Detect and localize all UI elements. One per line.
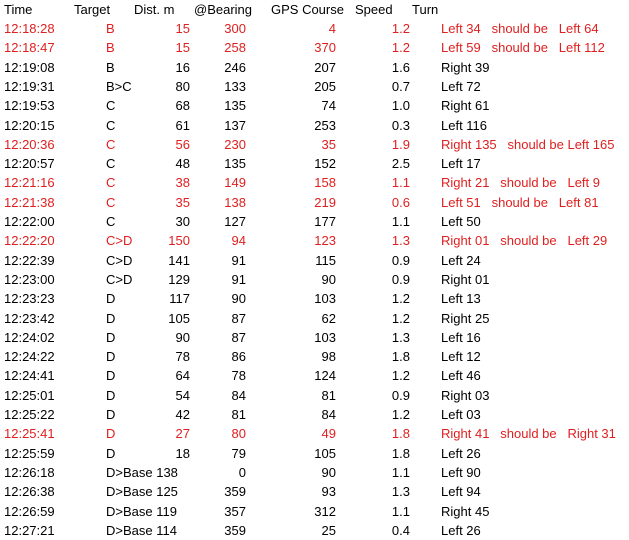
cell-target: B>C bbox=[106, 78, 132, 94]
cell-bearing: 127 bbox=[224, 214, 246, 229]
table-row bbox=[0, 521, 629, 540]
cell-turn: Left 94 bbox=[441, 484, 481, 500]
cell-gps-course: 123 bbox=[314, 233, 336, 249]
table-row bbox=[0, 482, 629, 501]
table-row bbox=[0, 502, 629, 521]
cell-target: D bbox=[106, 426, 116, 442]
cell-time: 12:18:47 bbox=[4, 40, 55, 56]
table-row bbox=[0, 309, 629, 328]
table-row bbox=[0, 444, 629, 463]
header-gps-course: GPS Course bbox=[271, 2, 344, 17]
cell-speed: 1.1 bbox=[391, 464, 410, 480]
cell-gps-course: 74 bbox=[321, 98, 336, 114]
cell-gps-course: 312 bbox=[314, 503, 336, 519]
cell-target: D>Base 119 bbox=[106, 503, 177, 519]
cell-turn: Left 59 should be Left 112 bbox=[441, 40, 605, 56]
cell-gps-course: 93 bbox=[321, 484, 336, 500]
cell-turn: Left 24 bbox=[441, 252, 481, 268]
cell-turn: Left 90 bbox=[441, 464, 481, 480]
cell-time: 12:18:28 bbox=[4, 21, 55, 36]
cell-bearing: 79 bbox=[231, 445, 246, 461]
cell-turn: Left 26 bbox=[441, 522, 481, 538]
table-row bbox=[0, 77, 629, 96]
cell-time: 12:26:38 bbox=[4, 484, 55, 500]
cell-bearing: 91 bbox=[231, 271, 246, 287]
cell-speed: 1.3 bbox=[391, 233, 410, 249]
header-speed: Speed bbox=[355, 2, 393, 17]
cell-gps-course: 90 bbox=[321, 271, 336, 287]
cell-speed: 1.0 bbox=[391, 98, 410, 114]
cell-gps-course: 177 bbox=[314, 214, 336, 229]
table-row-flagged bbox=[0, 424, 629, 443]
cell-dist: 18 bbox=[175, 445, 190, 461]
cell-bearing: 359 bbox=[224, 522, 246, 538]
cell-turn: Right 03 bbox=[441, 387, 490, 403]
cell-speed: 1.2 bbox=[391, 291, 410, 307]
table-row bbox=[0, 212, 629, 231]
cell-speed: 1.2 bbox=[391, 368, 410, 384]
cell-time: 12:22:39 bbox=[4, 252, 55, 268]
table-row bbox=[0, 251, 629, 270]
cell-dist: 16 bbox=[175, 59, 190, 75]
cell-time: 12:25:59 bbox=[4, 445, 55, 461]
cell-bearing: 246 bbox=[224, 59, 246, 75]
cell-speed: 0.7 bbox=[391, 78, 410, 94]
cell-speed: 1.2 bbox=[391, 407, 410, 422]
cell-turn: Left 16 bbox=[441, 329, 481, 345]
cell-turn: Left 116 bbox=[441, 117, 488, 133]
cell-turn: Right 01 should be Left 29 bbox=[441, 233, 608, 249]
table-row-flagged bbox=[0, 173, 629, 192]
cell-dist: 117 bbox=[169, 291, 190, 307]
cell-time: 12:19:53 bbox=[4, 98, 55, 114]
cell-dist: 56 bbox=[175, 136, 190, 152]
cell-dist: 15 bbox=[175, 21, 190, 36]
cell-target: B bbox=[106, 59, 115, 75]
cell-speed: 0.6 bbox=[391, 194, 410, 210]
cell-turn: Left 17 bbox=[441, 156, 481, 172]
cell-bearing: 86 bbox=[231, 349, 246, 365]
table-row-flagged bbox=[0, 231, 629, 250]
cell-gps-course: 219 bbox=[314, 194, 336, 210]
cell-turn: Right 39 bbox=[441, 59, 490, 75]
cell-dist: 54 bbox=[175, 387, 190, 403]
table-row bbox=[0, 116, 629, 135]
cell-time: 12:23:00 bbox=[4, 271, 55, 287]
cell-turn: Left 50 bbox=[441, 214, 481, 229]
header-row bbox=[0, 0, 629, 19]
cell-time: 12:20:15 bbox=[4, 117, 55, 133]
cell-target: D bbox=[106, 310, 116, 326]
cell-time: 12:20:57 bbox=[4, 156, 55, 172]
cell-dist: 141 bbox=[168, 252, 190, 268]
cell-speed: 0.4 bbox=[391, 522, 410, 538]
cell-gps-course: 35 bbox=[321, 136, 336, 152]
cell-bearing: 133 bbox=[224, 78, 246, 94]
cell-target: D bbox=[106, 291, 116, 307]
cell-gps-course: 62 bbox=[321, 310, 336, 326]
cell-target: D>Base 138 bbox=[106, 464, 178, 480]
cell-gps-course: 115 bbox=[315, 252, 336, 268]
header-target: Target bbox=[74, 2, 111, 17]
cell-dist: 27 bbox=[175, 426, 190, 442]
table-row bbox=[0, 328, 629, 347]
header-turn: Turn bbox=[412, 2, 439, 17]
cell-target: D bbox=[106, 407, 116, 422]
table-row bbox=[0, 405, 629, 424]
cell-dist: 38 bbox=[175, 175, 190, 191]
cell-gps-course: 152 bbox=[314, 156, 336, 172]
cell-bearing: 84 bbox=[231, 387, 246, 403]
header-dist: Dist. m bbox=[134, 2, 175, 17]
cell-bearing: 0 bbox=[238, 464, 246, 480]
cell-speed: 0.9 bbox=[391, 271, 410, 287]
cell-time: 12:22:20 bbox=[4, 233, 55, 249]
cell-time: 12:24:02 bbox=[4, 329, 55, 345]
table-row-flagged bbox=[0, 135, 629, 154]
cell-speed: 1.3 bbox=[391, 329, 410, 345]
cell-bearing: 135 bbox=[224, 98, 246, 114]
cell-gps-course: 90 bbox=[321, 464, 336, 480]
cell-dist: 61 bbox=[175, 117, 190, 133]
cell-turn: Left 03 bbox=[441, 407, 481, 422]
cell-turn: Left 12 bbox=[441, 349, 481, 365]
cell-dist: 30 bbox=[175, 214, 190, 229]
cell-bearing: 78 bbox=[231, 368, 246, 384]
cell-turn: Left 46 bbox=[441, 368, 481, 384]
cell-target: C bbox=[106, 136, 116, 152]
cell-time: 12:19:31 bbox=[4, 78, 55, 94]
cell-bearing: 91 bbox=[231, 252, 246, 268]
cell-dist: 68 bbox=[175, 98, 190, 114]
cell-dist: 42 bbox=[175, 407, 190, 422]
cell-target: D bbox=[106, 349, 116, 365]
cell-time: 12:25:01 bbox=[4, 387, 55, 403]
cell-target: C bbox=[106, 117, 116, 133]
cell-turn: Left 34 should be Left 64 bbox=[441, 21, 599, 36]
cell-turn: Right 45 bbox=[441, 503, 490, 519]
cell-bearing: 137 bbox=[224, 117, 246, 133]
cell-gps-course: 4 bbox=[328, 21, 336, 36]
cell-gps-course: 84 bbox=[321, 407, 336, 422]
cell-target: C bbox=[106, 98, 116, 114]
cell-gps-course: 81 bbox=[321, 387, 336, 403]
cell-time: 12:24:22 bbox=[4, 349, 55, 365]
cell-gps-course: 124 bbox=[314, 368, 336, 384]
cell-dist: 105 bbox=[168, 310, 190, 326]
cell-speed: 1.2 bbox=[391, 21, 410, 36]
cell-speed: 1.8 bbox=[391, 445, 410, 461]
cell-speed: 1.1 bbox=[391, 214, 410, 229]
cell-target: B bbox=[106, 21, 115, 36]
cell-gps-course: 49 bbox=[321, 426, 336, 442]
cell-speed: 1.1 bbox=[391, 503, 410, 519]
cell-time: 12:21:38 bbox=[4, 194, 55, 210]
cell-gps-course: 98 bbox=[321, 349, 336, 365]
cell-target: C>D bbox=[106, 271, 133, 287]
cell-turn: Left 51 should be Left 81 bbox=[441, 194, 599, 210]
cell-dist: 90 bbox=[175, 329, 190, 345]
cell-target: D>Base 114 bbox=[106, 522, 177, 538]
table-row bbox=[0, 386, 629, 405]
header-time: Time bbox=[4, 2, 33, 17]
table-row bbox=[0, 289, 629, 308]
cell-time: 12:24:41 bbox=[4, 368, 55, 384]
cell-bearing: 81 bbox=[231, 407, 246, 422]
cell-gps-course: 105 bbox=[314, 445, 336, 461]
table-row-flagged bbox=[0, 19, 629, 38]
cell-gps-course: 158 bbox=[314, 175, 336, 191]
cell-bearing: 230 bbox=[224, 136, 246, 152]
cell-target: C bbox=[106, 175, 116, 191]
cell-turn: Right 41 should be Right 31 bbox=[441, 426, 616, 442]
cell-gps-course: 253 bbox=[314, 117, 336, 133]
cell-time: 12:25:22 bbox=[4, 407, 55, 422]
cell-speed: 1.6 bbox=[391, 59, 410, 75]
cell-dist: 48 bbox=[175, 156, 190, 172]
cell-dist: 78 bbox=[175, 349, 190, 365]
cell-speed: 1.2 bbox=[391, 310, 410, 326]
cell-speed: 1.3 bbox=[391, 484, 410, 500]
cell-time: 12:26:18 bbox=[4, 464, 55, 480]
cell-bearing: 359 bbox=[224, 484, 246, 500]
cell-dist: 80 bbox=[175, 78, 190, 94]
cell-bearing: 87 bbox=[231, 329, 246, 345]
cell-bearing: 149 bbox=[224, 175, 246, 191]
cell-bearing: 90 bbox=[231, 291, 246, 307]
cell-time: 12:20:36 bbox=[4, 136, 55, 152]
cell-bearing: 94 bbox=[231, 233, 246, 249]
cell-target: B bbox=[106, 40, 115, 56]
cell-target: C bbox=[106, 156, 116, 172]
table-row bbox=[0, 58, 629, 77]
header-bearing: @Bearing bbox=[194, 2, 253, 17]
cell-gps-course: 370 bbox=[314, 40, 336, 56]
cell-turn: Left 13 bbox=[441, 291, 481, 307]
cell-turn: Right 61 bbox=[441, 98, 490, 114]
cell-dist: 64 bbox=[175, 368, 190, 384]
cell-gps-course: 25 bbox=[321, 522, 336, 538]
cell-dist: 15 bbox=[175, 40, 190, 56]
cell-bearing: 300 bbox=[224, 21, 246, 36]
table-row bbox=[0, 463, 629, 482]
cell-speed: 1.9 bbox=[391, 136, 410, 152]
cell-speed: 0.3 bbox=[391, 117, 410, 133]
cell-target: C bbox=[106, 214, 116, 229]
cell-bearing: 80 bbox=[231, 426, 246, 442]
cell-time: 12:23:23 bbox=[4, 291, 55, 307]
cell-speed: 1.8 bbox=[391, 426, 410, 442]
cell-target: D>Base 125 bbox=[106, 484, 178, 500]
cell-time: 12:25:41 bbox=[4, 426, 55, 442]
cell-bearing: 357 bbox=[224, 503, 246, 519]
cell-turn: Left 72 bbox=[441, 78, 481, 94]
cell-gps-course: 103 bbox=[314, 329, 336, 345]
cell-turn: Right 01 bbox=[441, 271, 490, 287]
cell-gps-course: 103 bbox=[314, 291, 336, 307]
cell-speed: 2.5 bbox=[391, 156, 410, 172]
table-row bbox=[0, 270, 629, 289]
cell-bearing: 87 bbox=[231, 310, 246, 326]
cell-gps-course: 207 bbox=[314, 59, 336, 75]
cell-time: 12:22:00 bbox=[4, 214, 55, 229]
table-row bbox=[0, 366, 629, 385]
cell-time: 12:26:59 bbox=[4, 503, 55, 519]
cell-time: 12:19:08 bbox=[4, 59, 55, 75]
cell-target: C>D bbox=[106, 233, 133, 249]
cell-dist: 35 bbox=[175, 194, 190, 210]
cell-speed: 0.9 bbox=[391, 252, 410, 268]
cell-bearing: 258 bbox=[224, 40, 246, 56]
cell-turn: Right 21 should be Left 9 bbox=[441, 175, 600, 191]
cell-bearing: 135 bbox=[224, 156, 246, 172]
cell-speed: 1.2 bbox=[391, 40, 410, 56]
cell-turn: Right 25 bbox=[441, 310, 490, 326]
cell-dist: 150 bbox=[168, 233, 190, 249]
table-row bbox=[0, 347, 629, 366]
cell-time: 12:27:21 bbox=[4, 522, 55, 538]
cell-turn: Right 135 should be Left 165 bbox=[441, 136, 615, 152]
cell-turn: Left 26 bbox=[441, 445, 481, 461]
cell-time: 12:23:42 bbox=[4, 310, 55, 326]
cell-target: D bbox=[106, 329, 116, 345]
cell-speed: 1.1 bbox=[391, 175, 410, 191]
cell-target: D bbox=[106, 445, 116, 461]
cell-target: C bbox=[106, 194, 116, 210]
cell-gps-course: 205 bbox=[314, 78, 336, 94]
cell-target: D bbox=[106, 368, 116, 384]
cell-dist: 129 bbox=[168, 271, 190, 287]
table-row bbox=[0, 96, 629, 115]
cell-speed: 1.8 bbox=[391, 349, 410, 365]
table-row bbox=[0, 154, 629, 173]
cell-time: 12:21:16 bbox=[4, 175, 55, 191]
table-row-flagged bbox=[0, 38, 629, 57]
cell-bearing: 138 bbox=[224, 194, 246, 210]
cell-target: C>D bbox=[106, 252, 133, 268]
table-row-flagged bbox=[0, 193, 629, 212]
cell-speed: 0.9 bbox=[391, 387, 410, 403]
cell-target: D bbox=[106, 387, 116, 403]
